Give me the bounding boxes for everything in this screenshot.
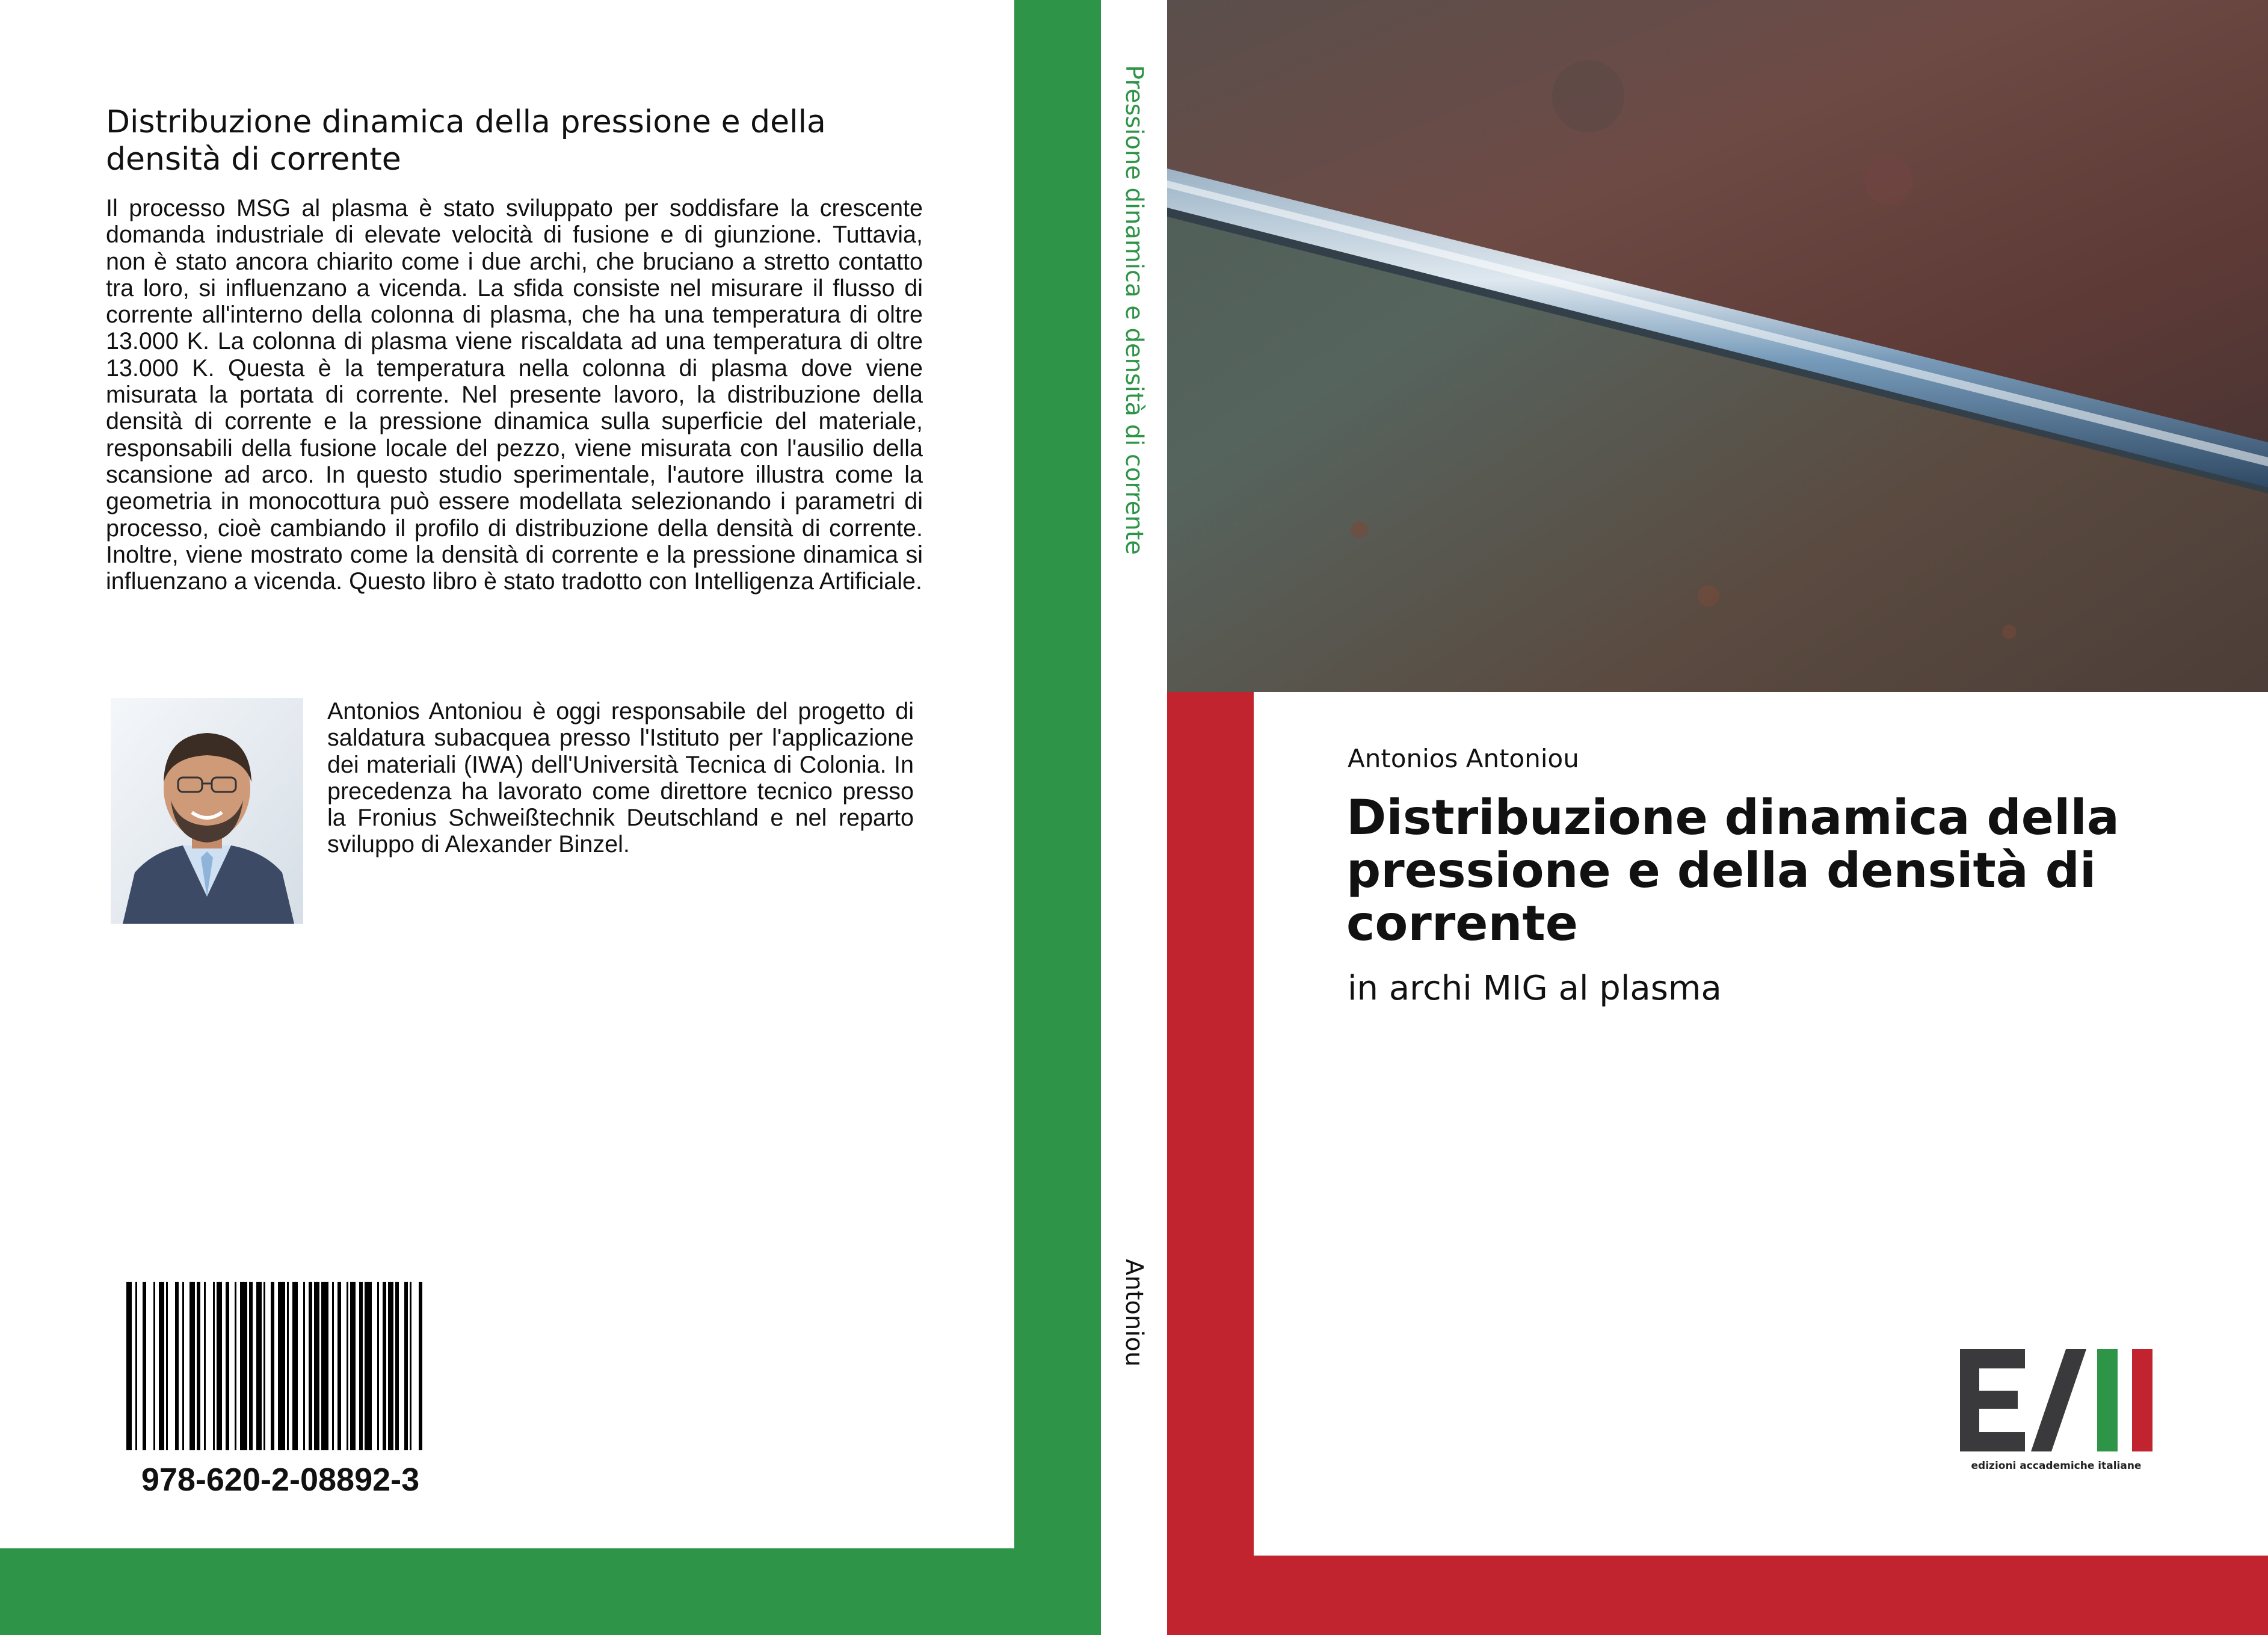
barcode-bar — [213, 1282, 215, 1450]
barcode-bar — [419, 1282, 422, 1450]
barcode-bar — [166, 1282, 168, 1450]
barcode-bar — [217, 1282, 222, 1450]
barcode-bar — [263, 1282, 265, 1450]
barcode-bar — [292, 1282, 298, 1450]
barcode-bar — [309, 1282, 312, 1450]
back-cover-green-band-bottom — [0, 1548, 1101, 1635]
barcode-bar — [314, 1282, 319, 1450]
barcode-bar — [204, 1282, 206, 1450]
author-photo — [111, 698, 303, 924]
barcode-bar — [226, 1282, 229, 1450]
front-cover-red-band-left — [1167, 692, 1254, 1635]
spine-author: Antoniou — [1120, 1259, 1148, 1367]
spine-title: Pressione dinamica e densità di corrente — [1120, 65, 1148, 555]
isbn-number: 978-620-2-08892-3 — [141, 1462, 420, 1498]
barcode-bar — [153, 1282, 155, 1450]
weld-seam-image — [1167, 0, 2268, 692]
barcode-bar — [287, 1282, 289, 1450]
publisher-name: edizioni accademiche italiane — [1971, 1460, 2142, 1472]
back-cover-blurb: Il processo MSG al plasma è stato sviluppato per soddisfare la crescente domanda industriale di elevate velocità di fusione e di giunzione. Tuttavia, non è stato ancora chiarito come i due archi, che bruciano a stretto contatto tra loro, si influenzano a vicenda. La sfida consiste nel misurare il flusso di corrente all'interno della colonna di plasma, che ha una temperatura di oltre 13.000 K. La colonna di plasma viene riscaldata ad una temperatura di oltre 13.000 K. Questa è la temperatura nella colonna di plasma dove viene misurata la portata di corrente. Nel presente lavoro, la distribuzione della densità di corrente e la pressione dinamica sulla superficie del materiale, responsabili della fusione locale del pezzo, viene misurata con l'ausilio della scansione ad arco. In questo studio sperimentale, l'autore illustra come la geometria in monocottura può essere modellata selezionando i parametri di processo, cioè cambiando il profilo di distribuzione della densità di corrente. Inoltre, viene mostrato come la densità di corrente e la pressione dinamica si influenzano a vicenda. Questo libro è stato tradotto con Intelligenza Artificiale. — [106, 195, 923, 595]
back-cover-title: Distribuzione dinamica della pressione e della densità di corrente — [106, 104, 826, 178]
barcode-bar — [143, 1282, 146, 1450]
barcode-icon — [126, 1282, 434, 1450]
barcode-bar — [175, 1282, 179, 1450]
barcode-bar — [135, 1282, 137, 1450]
barcode-bar — [235, 1282, 236, 1450]
barcode-bar — [197, 1282, 200, 1450]
front-cover-subtitle: in archi MIG al plasma — [1348, 969, 1722, 1008]
barcode-bar — [271, 1282, 274, 1450]
barcode-bar — [347, 1282, 348, 1450]
barcode-bar — [332, 1282, 334, 1450]
barcode-bar — [359, 1282, 363, 1450]
barcode-bar — [383, 1282, 386, 1450]
barcode-bar — [377, 1282, 379, 1450]
author-bio: Antonios Antoniou è oggi responsabile del progetto di saldatura subacquea presso l'Istituto per l'applicazione dei materiali (IWA) dell'Università Tecnica di Colonia. In precedenza ha lavorato come direttore tecnico presso la Fronius Schweißtechnik Deutschland e nel reparto sviluppo di Alexander Binzel. — [327, 698, 914, 858]
barcode-bar — [126, 1282, 132, 1450]
barcode-bar — [410, 1282, 411, 1450]
back-cover-green-band-right — [1014, 0, 1101, 1635]
barcode-bar — [249, 1282, 253, 1450]
barcode-bar — [395, 1282, 399, 1450]
barcode-bar — [182, 1282, 184, 1450]
barcode-bar — [350, 1282, 356, 1450]
barcode-bar — [365, 1282, 372, 1450]
barcode-bar — [388, 1282, 393, 1450]
barcode-bar — [190, 1282, 195, 1450]
barcode-bar — [404, 1282, 408, 1450]
barcode-bar — [159, 1282, 164, 1450]
barcode-bar — [303, 1282, 305, 1450]
front-cover-title: Distribuzione dinamica della pressione e della densità di corrente — [1346, 790, 2119, 951]
barcode-bar — [256, 1282, 262, 1450]
barcode-bar — [321, 1282, 328, 1450]
barcode-bar — [240, 1282, 247, 1450]
publisher-logo-icon — [1960, 1349, 2152, 1451]
barcode-bar — [278, 1282, 285, 1450]
front-cover-red-band-bottom — [1167, 1556, 2268, 1635]
front-cover-author: Antonios Antoniou — [1348, 744, 1579, 773]
barcode-bar — [337, 1282, 341, 1450]
